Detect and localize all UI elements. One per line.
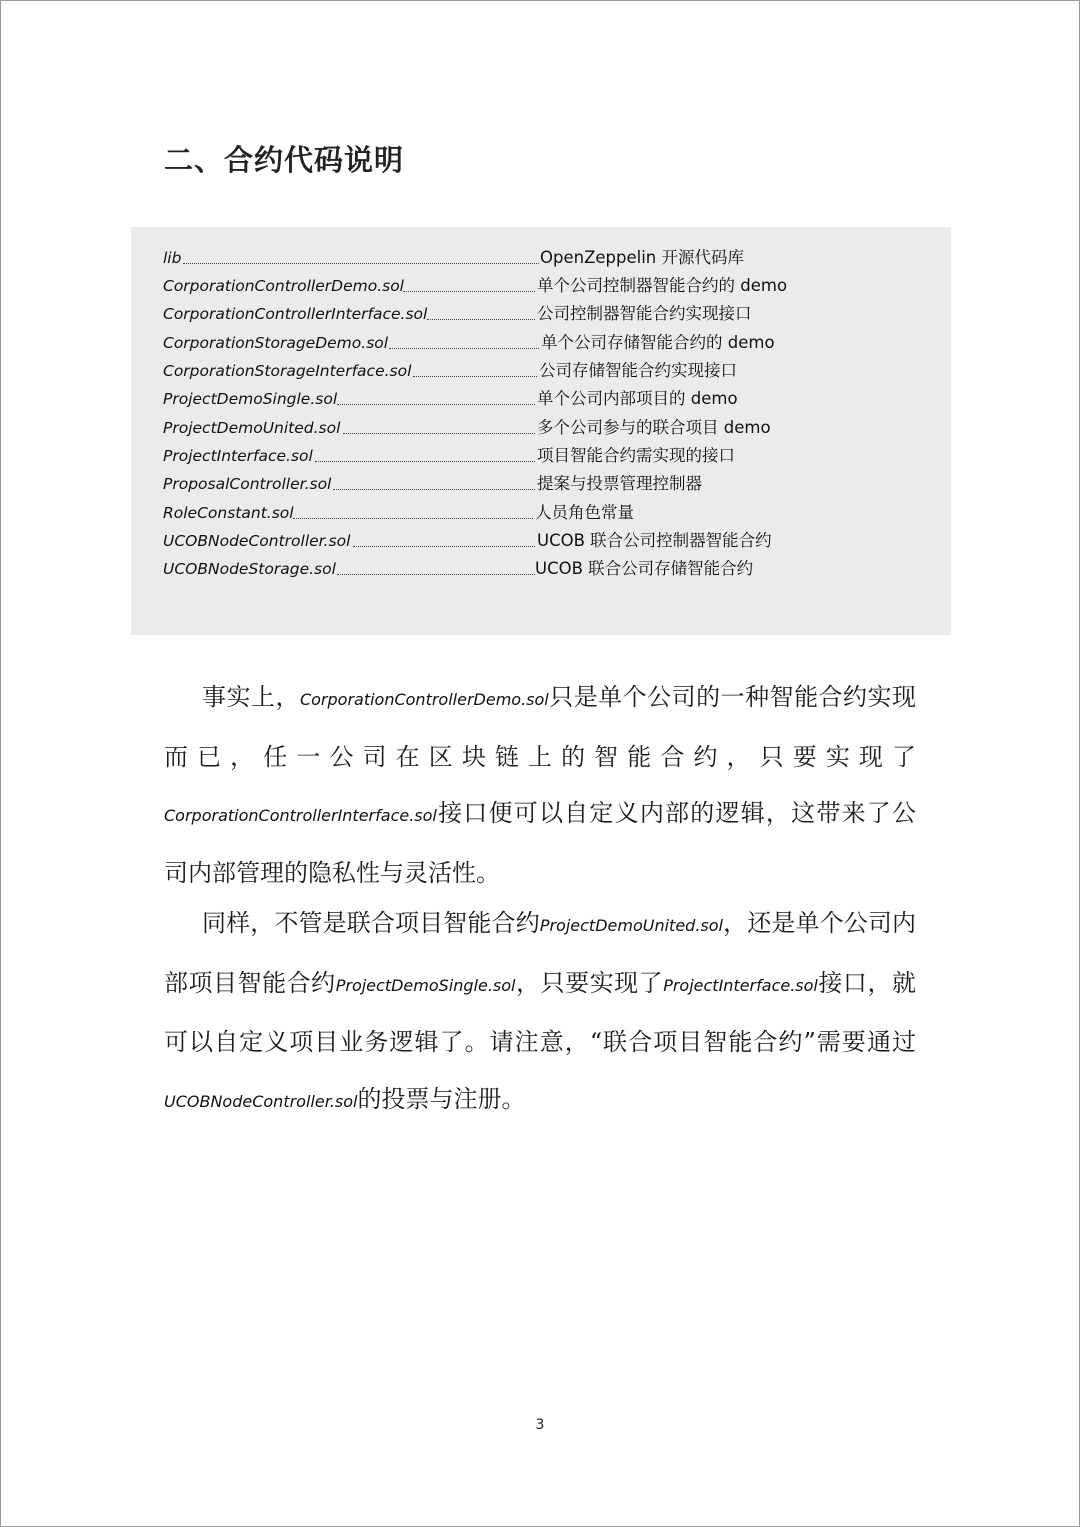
body-paragraph [164,669,916,901]
file-description: 单个公司存储智能合约的 demo [541,333,775,352]
dot-leader [315,437,535,462]
file-description: 人员角色常量 [535,503,634,522]
file-name: CorporationStorageInterface.sol [163,362,412,380]
paragraph-text: ，还是单个公司内部项目智能合约 [164,909,917,997]
dot-leader [337,550,535,575]
body-paragraph [164,895,916,1130]
dot-leader [183,239,539,264]
code-reference: ProjectDemoSingle.sol [335,975,516,995]
file-description: 项目智能合约需实现的接口 [537,446,735,465]
code-reference: CorporationControllerInterface.sol [164,806,437,825]
file-description: UCOB 联合公司控制器智能合约 [537,531,772,550]
dot-leader [413,352,537,377]
paragraph-text: 只是单个公司的一种智能合约实现而已，任一公司在区块链上的智能合约，只要实现了 [164,683,917,771]
dot-leader [389,324,539,349]
file-list-box [131,227,951,635]
code-reference: CorporationControllerDemo.sol [299,690,549,709]
paragraph-text: 同样，不管是联合项目智能合约 [202,909,540,937]
paragraph-text: ，只要实现了 [515,968,664,997]
dot-leader [333,465,535,490]
file-name: ProjectInterface.sol [163,447,313,465]
dot-leader [293,494,533,519]
file-name: UCOBNodeController.sol [163,532,351,550]
file-name: ProjectDemoSingle.sol [163,390,338,408]
code-reference: ProjectInterface.sol [663,975,818,995]
file-description: OpenZeppelin 开源代码库 [540,248,744,267]
section-heading: 二、合约代码说明 [164,143,405,177]
file-description: 单个公司内部项目的 demo [537,389,738,408]
dot-leader [403,267,535,292]
file-description: UCOB 联合公司存储智能合约 [535,559,754,578]
paragraph-text: 事实上， [202,683,300,711]
file-name: ProposalController.sol [163,475,332,493]
dot-leader [427,295,535,320]
file-name: CorporationStorageDemo.sol [163,334,389,352]
file-name: ProjectDemoUnited.sol [163,419,341,437]
file-name: lib [163,249,182,267]
code-reference: ProjectDemoUnited.sol [539,916,723,935]
file-description: 多个公司参与的联合项目 demo [537,418,771,437]
dot-leader [343,409,535,434]
page-number: 3 [535,1417,545,1433]
file-description: 公司控制器智能合约实现接口 [537,304,752,323]
paragraph-text: 接口便可以自定义内部的逻辑，这带来了公司内部管理的隐私性与灵活性。 [164,799,916,887]
file-description: 单个公司控制器智能合约的 demo [537,276,788,295]
file-name: UCOBNodeStorage.sol [163,560,336,578]
file-name: CorporationControllerDemo.sol [163,277,404,295]
file-description: 公司存储智能合约实现接口 [539,361,737,380]
paragraph-text: 的投票与注册。 [357,1084,526,1113]
file-name: CorporationControllerInterface.sol [163,305,428,323]
dot-leader [337,380,535,405]
file-name: RoleConstant.sol [163,504,294,522]
code-reference: UCOBNodeController.sol [164,1091,358,1111]
dot-leader [353,522,535,547]
file-description: 提案与投票管理控制器 [537,474,702,493]
paragraph-text: 接口，就可以自定义项目业务逻辑了。请注意，“联合项目智能合约”需要通过 [164,968,916,1056]
